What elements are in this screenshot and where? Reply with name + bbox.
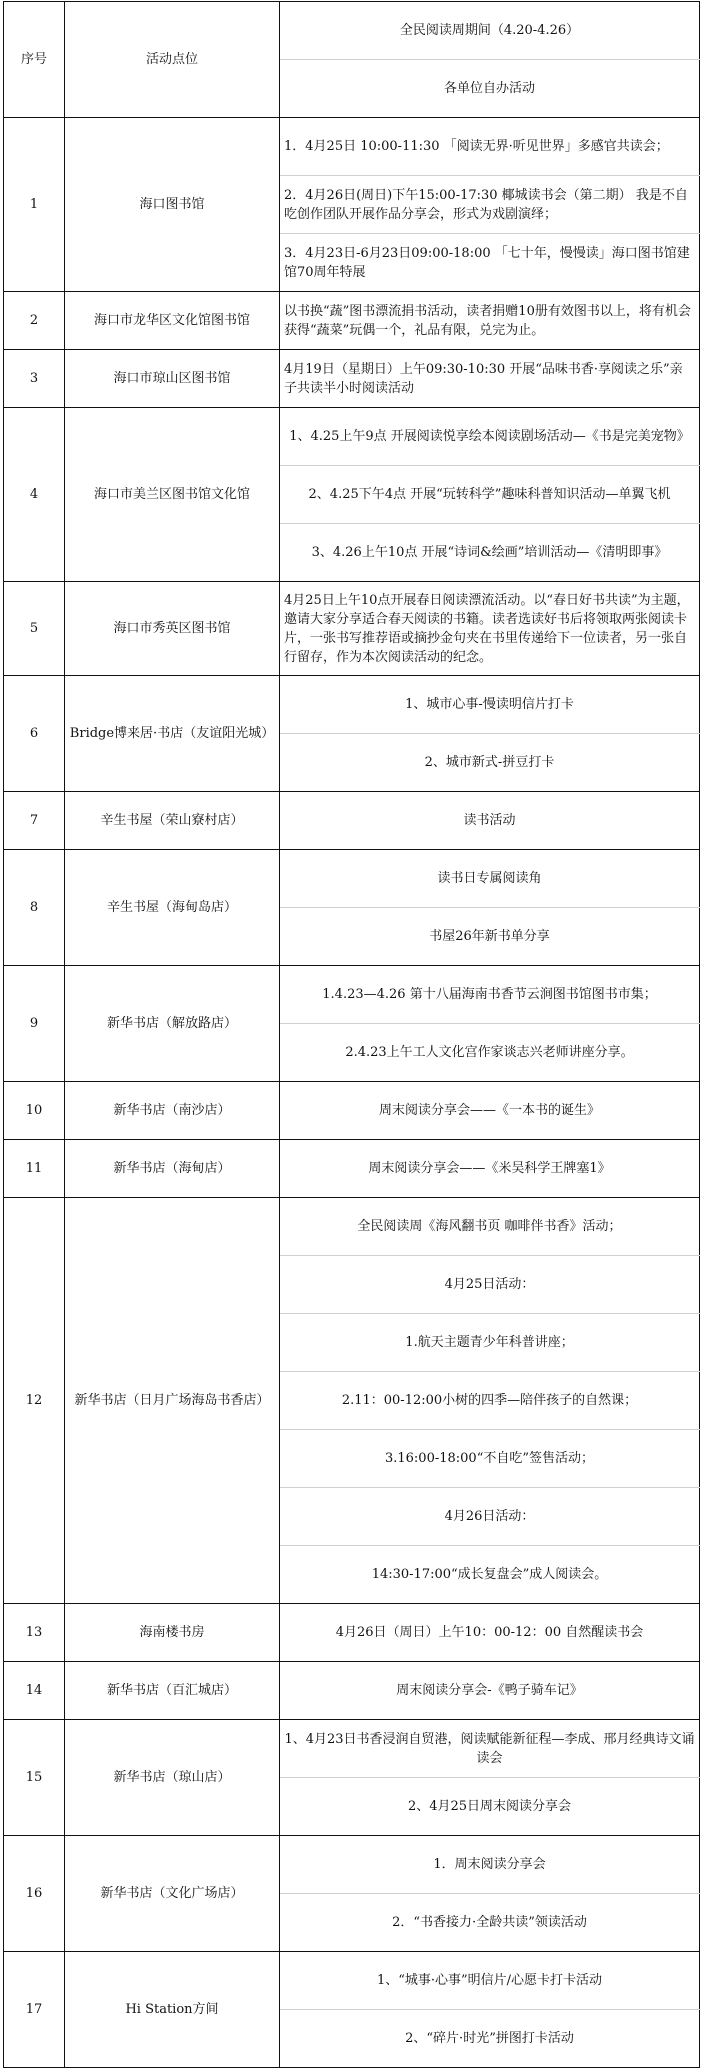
header-self-run: 各单位自办活动 — [280, 60, 700, 118]
row-activity: 2、4.25下午4点 开展“玩转科学”趣味科普知识活动—单翼飞机 — [280, 466, 700, 524]
activity-table — [3, 1, 700, 2068]
table-row — [4, 1604, 700, 1662]
row-index: 14 — [4, 1662, 65, 1720]
row-activity: 读书日专属阅读角 — [280, 850, 700, 908]
row-activity: 2.4.23上午工人文化宫作家谈志兴老师讲座分享。 — [280, 1024, 700, 1082]
row-activity: 书屋26年新书单分享 — [280, 908, 700, 966]
row-activity: 2、城市新式-拼豆打卡 — [280, 734, 700, 792]
row-activity: 4月25日上午10点开展春日阅读漂流活动。以“春日好书共读”为主题，邀请大家分享适合春天阅读的书籍。读者选读好书后将领取两张阅读卡片，一张书写推荐语或摘抄金句夹在书里传递给下一位读者，另一张自行留存，作为本次阅读活动的纪念。 — [280, 582, 700, 676]
row-index: 6 — [4, 676, 65, 792]
row-activity: 1、城市心事-慢读明信片打卡 — [280, 676, 700, 734]
row-activity: 周末阅读分享会——《米吴科学王牌塞1》 — [280, 1140, 700, 1198]
row-activity: 以书换“蔬”图书漂流捐书活动，读者捐赠10册有效图书以上，将有机会获得“蔬菜”玩偶一个，礼品有限，兑完为止。 — [280, 292, 700, 350]
row-venue: 新华书店（日月广场海岛书香店） — [65, 1198, 280, 1604]
row-venue: 辛生书屋（荣山寮村店） — [65, 792, 280, 850]
row-activity: 1.航天主题青少年科普讲座； — [280, 1314, 700, 1372]
row-activity: 4月25日活动： — [280, 1256, 700, 1314]
row-venue: 海口图书馆 — [65, 118, 280, 292]
row-activity: 14:30-17:00“成长复盘会”成人阅读会。 — [280, 1546, 700, 1604]
row-venue: 辛生书屋（海甸岛店） — [65, 850, 280, 966]
row-index: 1 — [4, 118, 65, 292]
row-activity: 4月26日活动： — [280, 1488, 700, 1546]
row-activity: 4月19日（星期日）上午09:30-10:30 开展“品味书香·享阅读之乐”亲子共读半小时阅读活动 — [280, 350, 700, 408]
table-row — [4, 1836, 700, 1894]
row-activity: 3、4.26上午10点 开展“诗词&绘画”培训活动—《清明即事》 — [280, 524, 700, 582]
row-index: 9 — [4, 966, 65, 1082]
row-venue: 新华书店（南沙店） — [65, 1082, 280, 1140]
row-index: 16 — [4, 1836, 65, 1952]
row-venue: 海南楼书房 — [65, 1604, 280, 1662]
row-venue: 新华书店（解放路店） — [65, 966, 280, 1082]
row-venue: Hi Station方间 — [65, 1952, 280, 2068]
row-index: 2 — [4, 292, 65, 350]
row-activity: 1．4月25日 10:00-11:30 「阅读无界·听见世界」多感官共读会； — [280, 118, 700, 176]
row-activity: 全民阅读周《海风翻书页 咖啡伴书香》活动； — [280, 1198, 700, 1256]
table-row — [4, 1082, 700, 1140]
table-row — [4, 292, 700, 350]
table-row — [4, 1720, 700, 1778]
row-activity: 3.16:00-18:00“不自吃”签售活动； — [280, 1430, 700, 1488]
row-index: 12 — [4, 1198, 65, 1604]
table-row — [4, 1662, 700, 1720]
row-venue: Bridge博来居·书店（友谊阳光城） — [65, 676, 280, 792]
row-index: 10 — [4, 1082, 65, 1140]
row-activity: 1.4.23—4.26 第十八届海南书香节云涧图书馆图书市集； — [280, 966, 700, 1024]
row-venue: 新华书店（琼山店） — [65, 1720, 280, 1836]
row-venue: 新华书店（海甸店） — [65, 1140, 280, 1198]
row-activity: 2．4月26日(周日)下午15:00-17:30 椰城读书会（第二期） 我是不自吃创作团队开展作品分享会，形式为戏剧演绎； — [280, 176, 700, 234]
row-index: 7 — [4, 792, 65, 850]
row-index: 17 — [4, 1952, 65, 2068]
row-activity: 2.11：00-12:00小树的四季—陪伴孩子的自然课； — [280, 1372, 700, 1430]
row-index: 15 — [4, 1720, 65, 1836]
table-row — [4, 582, 700, 676]
row-activity: 1、4.25上午9点 开展阅读悦享绘本阅读剧场活动—《书是完美宠物》 — [280, 408, 700, 466]
row-index: 5 — [4, 582, 65, 676]
header-venue: 活动点位 — [65, 2, 280, 118]
row-activity: 4月26日（周日）上午10：00-12：00 自然醒读书会 — [280, 1604, 700, 1662]
table-row — [4, 792, 700, 850]
row-index: 3 — [4, 350, 65, 408]
row-activity: 周末阅读分享会——《一本书的诞生》 — [280, 1082, 700, 1140]
row-venue: 海口市龙华区文化馆图书馆 — [65, 292, 280, 350]
row-venue: 海口市琼山区图书馆 — [65, 350, 280, 408]
row-venue: 新华书店（百汇城店） — [65, 1662, 280, 1720]
table-row — [4, 1140, 700, 1198]
row-index: 13 — [4, 1604, 65, 1662]
row-activity: 1、“城事·心事”明信片/心愿卡打卡活动 — [280, 1952, 700, 2010]
header-index: 序号 — [4, 2, 65, 118]
table-row — [4, 966, 700, 1024]
row-venue: 新华书店（文化广场店） — [65, 1836, 280, 1952]
row-activity: 1、4月23日书香浸润自贸港，阅读赋能新征程—李成、邢月经典诗文诵读会 — [280, 1720, 700, 1778]
row-activity: 周末阅读分享会-《鸭子骑车记》 — [280, 1662, 700, 1720]
row-activity: 读书活动 — [280, 792, 700, 850]
row-venue: 海口市秀英区图书馆 — [65, 582, 280, 676]
row-index: 8 — [4, 850, 65, 966]
table-row — [4, 850, 700, 908]
row-activity: 3．4月23日-6月23日09:00-18:00 「七十年，慢慢读」海口图书馆建馆70周年特展 — [280, 234, 700, 292]
table-row — [4, 676, 700, 734]
table-row — [4, 118, 700, 176]
activity-table-body — [4, 2, 700, 2068]
row-activity: 2、“碎片·时光”拼图打卡活动 — [280, 2010, 700, 2068]
table-row — [4, 350, 700, 408]
row-activity: 2．“书香接力·全龄共读”领读活动 — [280, 1894, 700, 1952]
table-row — [4, 1198, 700, 1256]
row-index: 11 — [4, 1140, 65, 1198]
row-index: 4 — [4, 408, 65, 582]
row-activity: 2、4月25日周末阅读分享会 — [280, 1778, 700, 1836]
row-activity: 1．周末阅读分享会 — [280, 1836, 700, 1894]
table-row — [4, 1952, 700, 2010]
row-venue: 海口市美兰区图书馆文化馆 — [65, 408, 280, 582]
header-period: 全民阅读周期间（4.20-4.26） — [280, 2, 700, 60]
table-row — [4, 408, 700, 466]
